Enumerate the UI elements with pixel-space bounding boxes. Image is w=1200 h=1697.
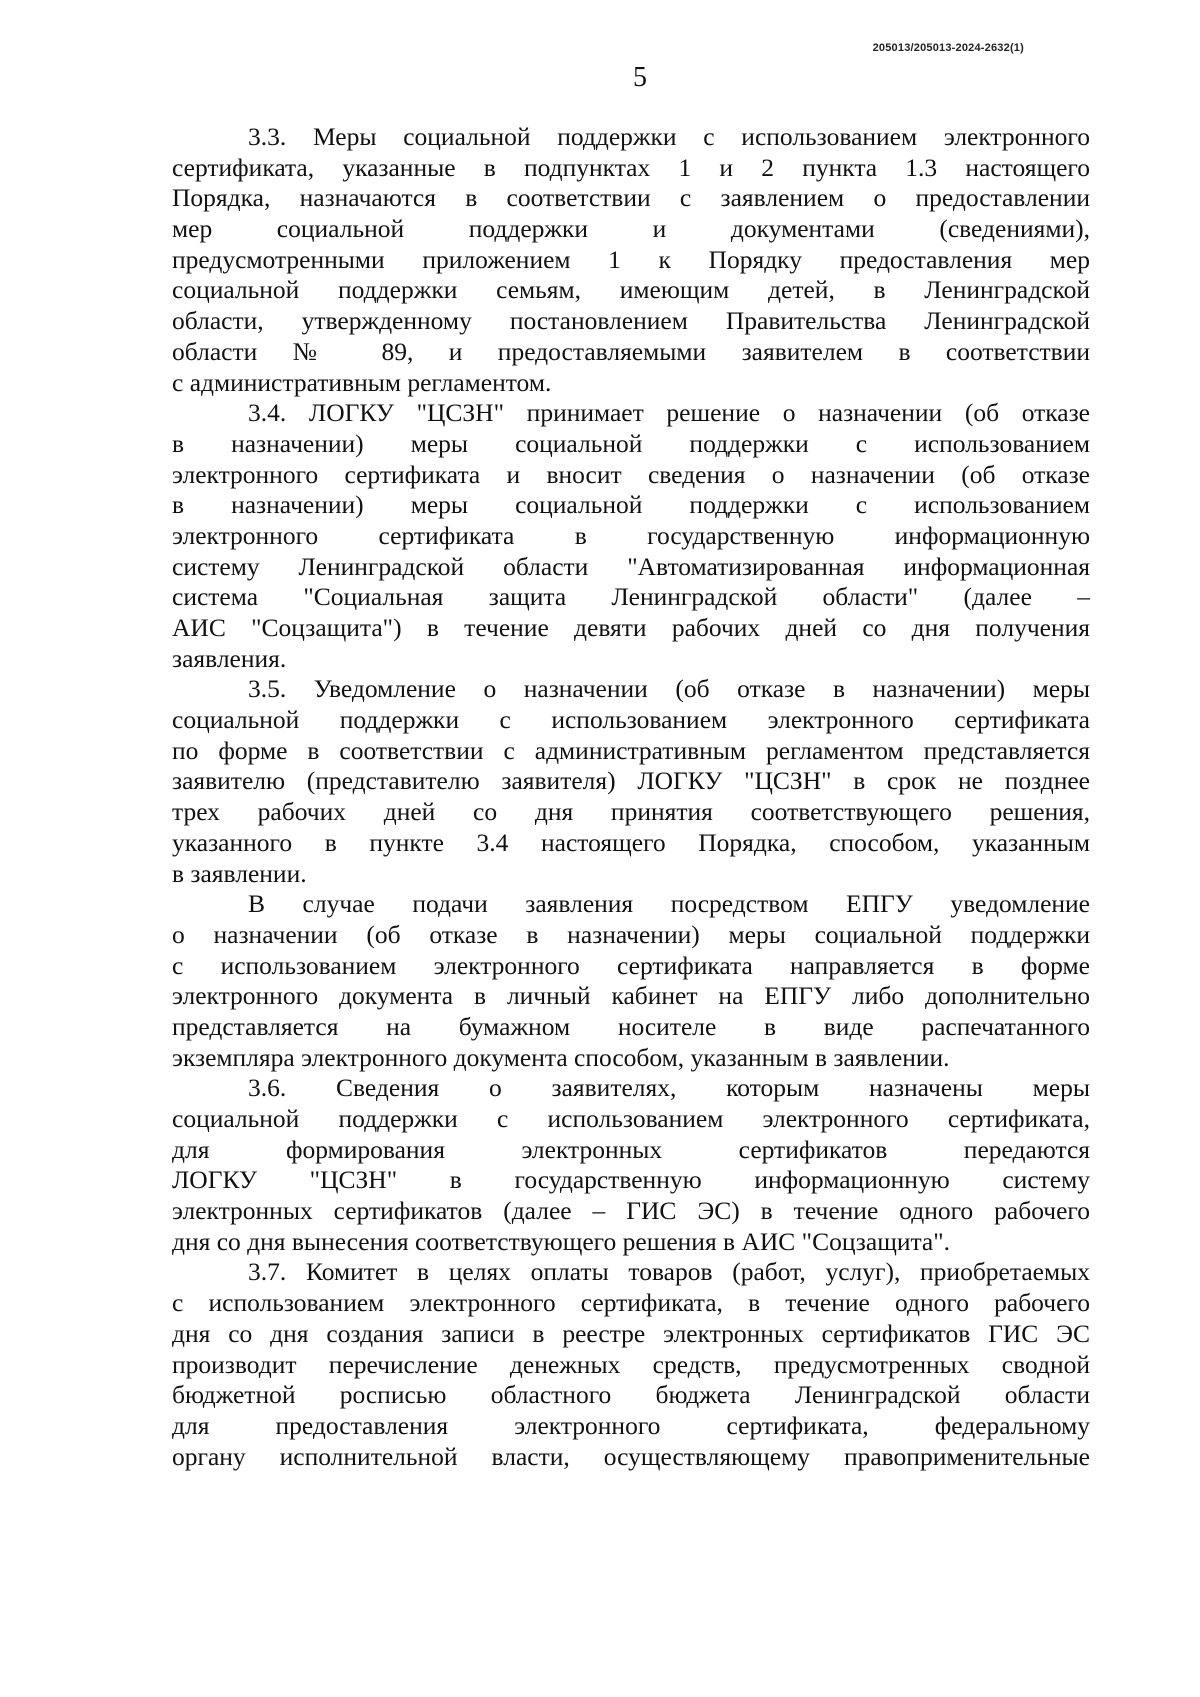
- text-line: по форме в соответствии с административным регламентом представляется: [172, 735, 1090, 765]
- text-line: в заявлении.: [172, 858, 307, 888]
- text-line: 3.4. ЛОГКУ "ЦСЗН" принимает решение о назначении (об отказе: [248, 398, 1090, 428]
- text-line: области, утвержденному постановлением Правительства Ленинградской: [172, 306, 1090, 336]
- text-line: области № 89, и предоставляемыми заявителем в соответствии: [172, 336, 1090, 366]
- text-line: заявителю (представителю заявителя) ЛОГКУ "ЦСЗН" в срок не позднее: [172, 766, 1090, 796]
- text-line: система "Социальная защита Ленинградской области" (далее –: [172, 582, 1090, 612]
- text-line: ЛОГКУ "ЦСЗН" в государственную информационную систему: [172, 1165, 1090, 1195]
- text-line: органу исполнительной власти, осуществляющему правоприменительные: [172, 1441, 1090, 1471]
- text-line: систему Ленинградской области "Автоматизированная информационная: [172, 551, 1090, 581]
- text-line: АИС "Соцзащита") в течение девяти рабочих дней со дня получения: [172, 613, 1090, 642]
- text-line: 3.7. Комитет в целях оплаты товаров (работ, услуг), приобретаемых: [248, 1257, 1090, 1287]
- text-line: 3.5. Уведомление о назначении (об отказе в назначении) меры: [248, 674, 1090, 704]
- text-line: сертификата, указанные в подпунктах 1 и 2 пункта 1.3 настоящего: [172, 152, 1090, 182]
- text-line: социальной поддержки с использованием электронного сертификата: [172, 705, 1090, 735]
- text-line: социальной поддержки семьям, имеющим детей, в Ленинградской: [172, 275, 1090, 305]
- text-line: с использованием электронного сертификата, в течение одного рабочего: [172, 1288, 1090, 1318]
- text-line: 3.6. Сведения о заявителях, которым назначены меры: [248, 1073, 1090, 1103]
- text-line: с использованием электронного сертификата направляется в форме: [172, 950, 1090, 980]
- paragraph-3-7: [172, 1257, 1090, 1472]
- paragraph-3-5-b: [172, 889, 1090, 1073]
- paragraph-3-5: [172, 674, 1090, 889]
- paragraph-3-4: [172, 398, 1090, 674]
- text-line: электронных сертификатов (далее – ГИС ЭС) в течение одного рабочего: [172, 1196, 1090, 1226]
- text-line: дня со дня вынесения соответствующего решения в АИС "Соцзащита".: [172, 1226, 951, 1256]
- text-line: трех рабочих дней со дня принятия соответствующего решения,: [172, 797, 1090, 827]
- text-line: для предоставления электронного сертификата, федеральному: [172, 1410, 1090, 1440]
- text-line: в назначении) меры социальной поддержки с использованием: [172, 490, 1090, 520]
- text-line: 3.3. Меры социальной поддержки с использованием электронного: [248, 122, 1090, 151]
- text-line: указанного в пункте 3.4 настоящего Порядка, способом, указанным: [172, 827, 1090, 857]
- text-line: Порядка, назначаются в соответствии с заявлением о предоставлении: [172, 183, 1090, 213]
- paragraph-3-6: [172, 1073, 1090, 1257]
- text-line: с административным регламентом.: [172, 367, 552, 397]
- text-line: В случае подачи заявления посредством ЕПГУ уведомление: [248, 889, 1090, 919]
- text-line: социальной поддержки с использованием электронного сертификата,: [172, 1104, 1090, 1133]
- page-number: 5: [633, 62, 647, 93]
- text-line: мер социальной поддержки и документами (сведениями),: [172, 214, 1090, 244]
- paragraph-3-3: [172, 122, 1090, 398]
- text-line: экземпляра электронного документа способом, указанным в заявлении.: [172, 1042, 950, 1072]
- text-line: в назначении) меры социальной поддержки с использованием: [172, 428, 1090, 458]
- text-line: электронного сертификата и вносит сведения о назначении (об отказе: [172, 459, 1090, 489]
- text-line: электронного сертификата в государственную информационную: [172, 520, 1090, 550]
- text-line: для формирования электронных сертификатов передаются: [172, 1134, 1090, 1164]
- document-body: [172, 122, 1090, 1472]
- text-line: производит перечисление денежных средств, предусмотренных сводной: [172, 1349, 1090, 1379]
- text-line: бюджетной росписью областного бюджета Ленинградской области: [172, 1380, 1090, 1410]
- text-line: предусмотренными приложением 1 к Порядку предоставления мер: [172, 244, 1090, 274]
- text-line: заявления.: [172, 643, 287, 673]
- document-registration-number: 205013/205013-2024-2632(1): [872, 42, 1024, 54]
- text-line: электронного документа в личный кабинет на ЕПГУ либо дополнительно: [172, 981, 1090, 1011]
- text-line: дня со дня создания записи в реестре электронных сертификатов ГИС ЭС: [172, 1318, 1090, 1348]
- text-line: о назначении (об отказе в назначении) меры социальной поддержки: [172, 919, 1090, 949]
- text-line: представляется на бумажном носителе в виде распечатанного: [172, 1011, 1090, 1041]
